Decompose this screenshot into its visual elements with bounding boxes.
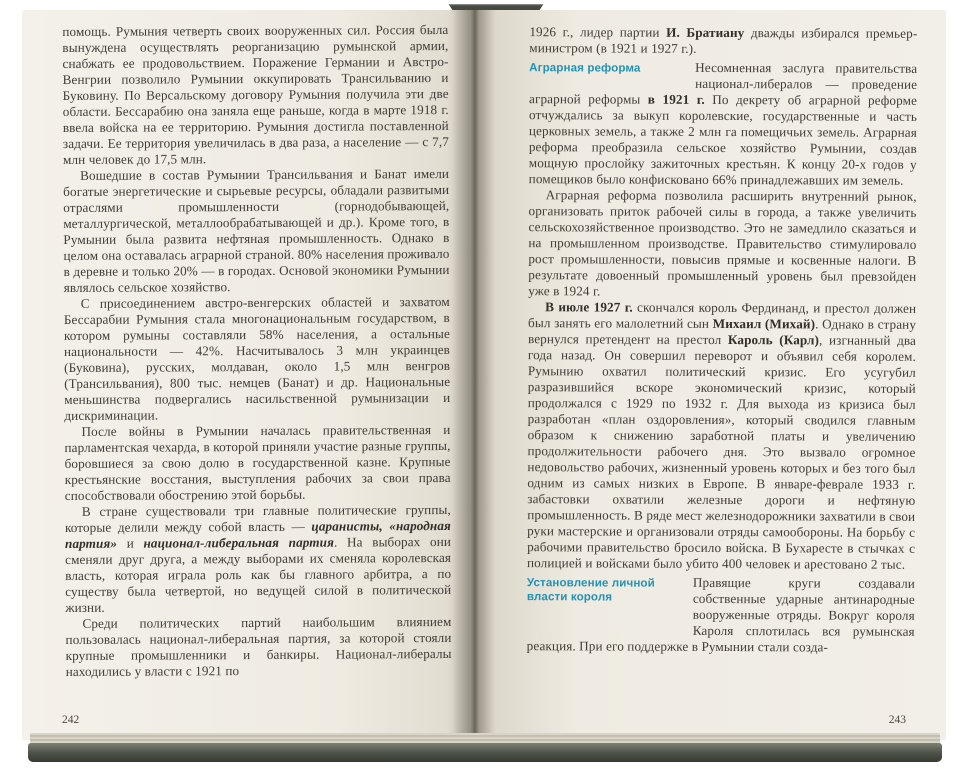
left-page bbox=[22, 10, 474, 740]
paragraph: Установление личной власти короля Правящие круги создавали собственные ударные антинародные вооруженные отряды. Вокруг короля Кароля сплотилась вся румынская реакция. При его поддержке в Румынии стали созда- bbox=[526, 574, 915, 655]
left-page-number: 242 bbox=[62, 714, 80, 726]
paragraph: Аграрная реформа позволила расширить внутренний рынок, организовать приток рабочей силы в города, а также увеличить сельскохозяйственное производство. Это не замедлило сказаться и на промышленном производстве. Правительство стимулировало рост промышленности, повысив прямые и косвенные налоги. В результате довоенный промышленный уровень был превзойден уже в 1924 г. bbox=[528, 187, 917, 299]
section-side-heading: Аграрная реформа bbox=[529, 61, 641, 75]
paragraph: С присоединением австро-венгерских областей и захватом Бессарабии Румыния стала многонациональным государством, в котором румыны составляли 58% населения, а остальные национальности — 42%. Насчитывалось 3 млн украинцев (Буковина), русских, молдаван, около 1,5 млн венгров (Трансильвания), 800 тыс. немцев (Банат) и др. Национальные меньшинства подвергались насильственной румынизации и дискриминации. bbox=[63, 293, 451, 424]
paragraph: Вошедшие в состав Румынии Трансильвания и Банат имели богатые энергетические и сырьевые ресурсы, обладали развитыми отраслями промышленности (горнодобывающей, металлургической, металлообрабатывающей и др.). Кроме того, в Румынии была развита нефтяная промышленность. Однако в целом она оставалась аграрной страной. 80% населения проживало в деревне и только 20% — в городах. Основой экономики Румынии являлось сельское хозяйство. bbox=[63, 165, 450, 296]
left-page-text bbox=[62, 22, 451, 680]
right-page-text bbox=[527, 24, 918, 656]
book-cover-edge bbox=[28, 743, 942, 762]
right-page-number: 243 bbox=[888, 714, 906, 726]
section-side-heading: Установление личной власти короля bbox=[526, 576, 655, 604]
paragraph: После войны в Румынии началась правительственная и парламентская чехарда, в которой приняли участие разные группы, боровшиеся за свою долю в государственной казне. Крупные крестьянские восстания, выступления рабочих за свои права способствовали обострению этой борьбы. bbox=[64, 421, 451, 504]
right-page bbox=[474, 10, 946, 740]
paragraph: Аграрная реформа Несомненная заслуга правительства национал-либералов — проведение аграрной реформы в 1921 г. По декрету об аграрной реформе отчуждались за выкуп королевские, государственные и часть церковных земель, а также 2 млн га помещичьих земель. Аграрная реформа преобразила сельское хозяйство Румынии, создав мощную прослойку зажиточных крестьян. К концу 20-х годов у помещиков было конфисковано 66% принадлежавших им земель. bbox=[528, 59, 918, 188]
paragraph: 1926 г., лидер партии И. Братиану дважды избирался премьер-министром (в 1921 и 1927 г.). bbox=[529, 24, 918, 56]
paragraph: В стране существовали три главные политические группы, которые делили между собой власть — царанисты, «народная партия» и национал-либеральная партия. На выборах они сменяли друг друга, а между выборами их сменяла королевская власть, которая играла роль как бы главного арбитра, а по существу была четвертой, но ведущей силой в политической жизни. bbox=[64, 501, 452, 616]
paragraph: В июле 1927 г. скончался король Фердинанд, и престол должен был занять его малолетний сын Михаил (Михай). Однако в страну вернулся претендент на престол Кароль (Карл), изгнанный два года назад. Он совершил переворот и объявил себя королем. Румынию охватил политический кризис. Его усугубил разразившийся вскоре экономический кризис, который продолжался с 1929 по 1932 г. Для выхода из кризиса был разработан «план оздоровления», который сводился главным образом к снижению заработной платы и увеличению продолжительности рабочего дня. Это вызвало огромное недовольство рабочих, жизненный уровень которых и без того был одним из самых низких в Европе. В январе-феврале 1933 г. забастовки охватили железные дороги и нефтяную промышленность. В ряде мест железнодорожники захватили в свои руки мастерские и организовали отряды самообороны. На борьбу с рабочими правительство бросило войска. В Бухаресте в стычках с полицией и войсками было убито 400 человек и арестовано 2 тыс. bbox=[526, 299, 917, 572]
paragraph: Среди политических партий наибольшим влиянием пользовалась национал-либеральная партия, за которой стояли крупные промышленники и банкиры. Национал-либералы находились у власти с 1921 по bbox=[65, 613, 452, 680]
paragraph: помощь. Румыния четверть своих вооруженных сил. Россия была вынуждена осуществлять реорганизацию румынской армии, снабжать ее продовольствием. Поражение Германии и Австро-Венгрии позволило Румынии оккупировать Трансильванию и Буковину. По Версальскому договору Румыния получила эти две области. Бессарабию она заняла еще раньше, когда в марте 1918 г. ввела войска на ее территорию. Румыния достигла поставленной задачи. Ее территория увеличилась в два раза, а население — с 7,7 млн человек до 17,5 млн. bbox=[62, 21, 449, 168]
